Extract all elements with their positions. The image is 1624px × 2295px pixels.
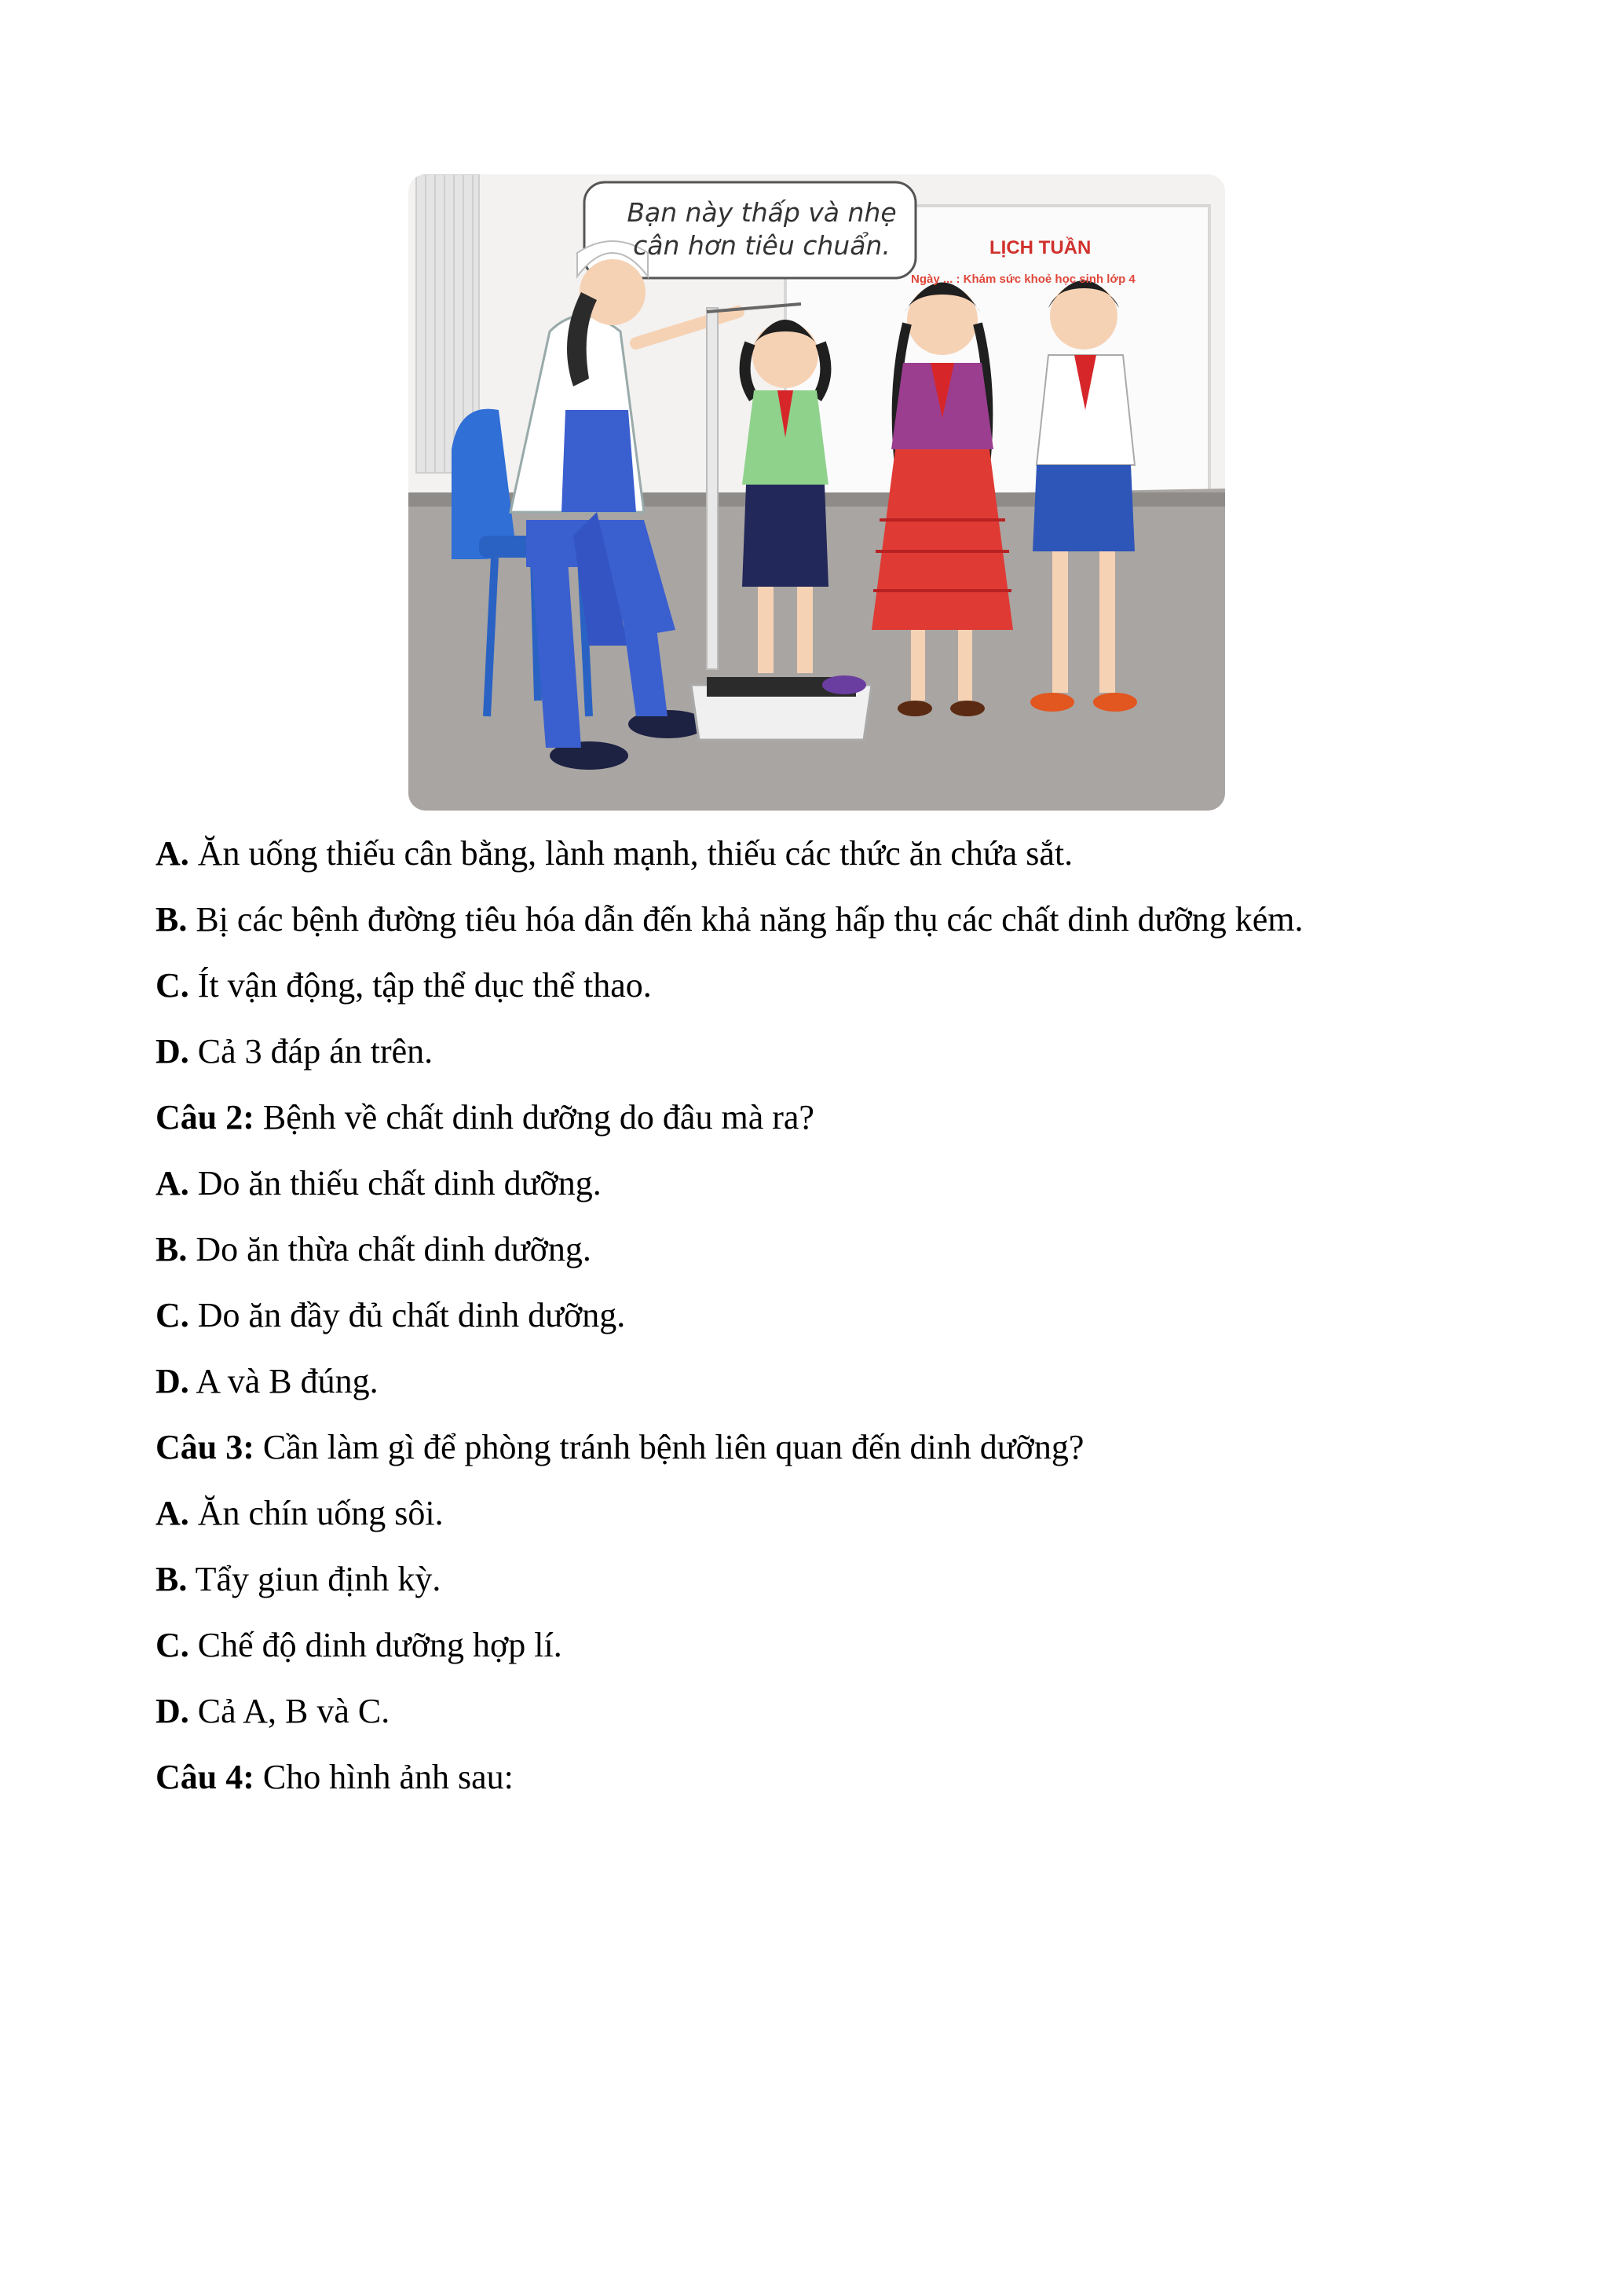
option-c-q1: C. Ít vận động, tập thể dục thể thao.: [155, 966, 652, 1005]
option-c-q3: C. Chế độ dinh dưỡng hợp lí.: [155, 1626, 562, 1664]
speech-bubble-line-1: Bạn này thấp và nhẹ: [627, 197, 897, 228]
question-3: Câu 3: Cần làm gì để phòng tránh bệnh liên quan đến dinh dưỡng?: [155, 1428, 1084, 1466]
option-a-q3: A. Ăn chín uống sôi.: [155, 1494, 444, 1532]
question-2: Câu 2: Bệnh về chất dinh dưỡng do đâu mà ra?: [155, 1098, 814, 1137]
option-a-q1: A. Ăn uống thiếu cân bằng, lành mạnh, thiếu các thức ăn chứa sắt.: [155, 834, 1074, 873]
option-d-q1: D. Cả 3 đáp án trên.: [155, 1032, 433, 1071]
question-4: Câu 4: Cho hình ảnh sau:: [155, 1758, 514, 1796]
speech-bubble-line-2: cân hơn tiêu chuẩn.: [633, 230, 891, 261]
option-a-q2: A. Do ăn thiếu chất dinh dưỡng.: [155, 1164, 602, 1202]
option-c-q2: C. Do ăn đầy đủ chất dinh dưỡng.: [155, 1296, 626, 1334]
option-d-q2: D. A và B đúng.: [155, 1362, 379, 1400]
calendar-subtitle: Ngày ... : Khám sức khoẻ học sinh lớp 4: [911, 273, 1136, 286]
option-b-q1: B. Bị các bệnh đường tiêu hóa dẫn đến khả năng hấp thụ các chất dinh dưỡng kém.: [155, 900, 1304, 939]
calendar-title: LỊCH TUẦN: [989, 237, 1092, 258]
option-d-q3: D. Cả A, B và C.: [155, 1692, 390, 1730]
option-b-q3: B. Tẩy giun định kỳ.: [155, 1560, 441, 1598]
health-check-illustration: [408, 174, 1225, 811]
option-b-q2: B. Do ăn thừa chất dinh dưỡng.: [155, 1230, 591, 1268]
question-text: [155, 821, 1569, 1810]
